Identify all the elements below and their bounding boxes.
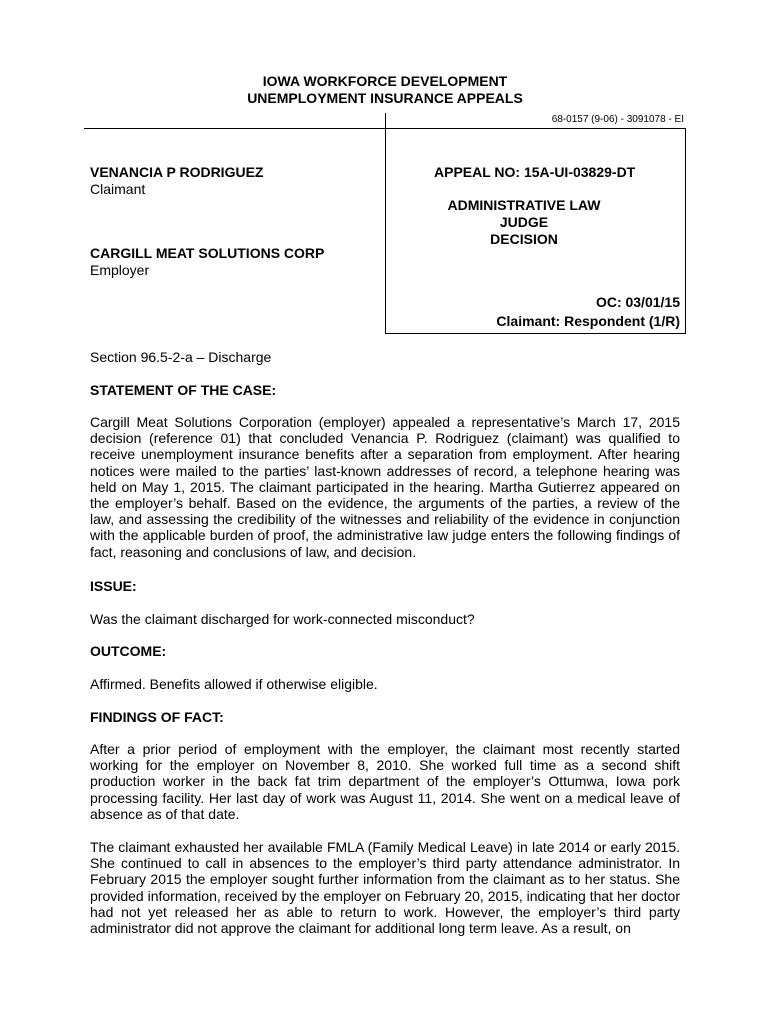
appeal-number: APPEAL NO: 15A-UI-03829-DT <box>434 164 636 180</box>
caption-right-border <box>685 128 686 334</box>
agency-title: IOWA WORKFORCE DEVELOPMENT <box>262 73 508 89</box>
decision-title-line2: DECISION <box>490 231 558 247</box>
form-number: 68-0157 (9-06) - 3091078 - EI <box>551 114 684 125</box>
oc-date: OC: 03/01/15 <box>595 294 680 310</box>
findings-paragraph-2: The claimant exhausted her available FMLA (Family Medical Leave) in late 2014 or early 2015. She continued to call in absences to the employer’s third party attendance administrator. In February 2015 the employer sought further information from the claimant as to her status. She provided information, received by the employer on February 20, 2015, indicating that her doctor had not yet released her as able to return to work. However, the employer’s third party administrator did not approve the claimant for additional long term leave. As a result, on <box>90 839 680 937</box>
issue-heading: ISSUE: <box>90 578 137 594</box>
claimant-status: Claimant: Respondent (1/R) <box>496 313 680 329</box>
employer-role: Employer <box>90 262 150 278</box>
claimant-name: VENANCIA P RODRIGUEZ <box>90 164 264 180</box>
claimant-block <box>90 164 263 198</box>
findings-body-2 <box>90 839 680 936</box>
findings-paragraph-1: After a prior period of employment with the employer, the claimant most recently started working for the employer on November 8, 2010. She worked full time as a second shift production worker in the back fat trim department of the employer’s Ottumwa, Iowa pork processing facility. Her last day of work was August 11, 2014. She went on a medical leave of absence as of that date. <box>90 741 680 822</box>
findings-heading: FINDINGS OF FACT: <box>90 709 224 725</box>
claimant-role: Claimant <box>90 181 146 197</box>
statement-body <box>90 414 680 560</box>
division-title: UNEMPLOYMENT INSURANCE APPEALS <box>247 90 523 106</box>
statement-heading: STATEMENT OF THE CASE: <box>90 382 277 398</box>
findings-body-1 <box>90 741 680 822</box>
employer-block <box>90 245 324 279</box>
caption-bottom-rule <box>385 333 686 334</box>
outcome-text: Affirmed. Benefits allowed if otherwise eligible. <box>90 676 378 692</box>
decision-title <box>434 197 614 248</box>
issue-text: Was the claimant discharged for work-connected misconduct? <box>90 611 475 627</box>
outcome-heading: OUTCOME: <box>90 643 167 659</box>
employer-name: CARGILL MEAT SOLUTIONS CORP <box>90 245 325 261</box>
statement-text: Cargill Meat Solutions Corporation (employer) appealed a representative’s March 17, 2015 decision (reference 01) that concluded Venancia P. Rodriguez (claimant) was qualified to receive unemployment insurance benefits after a separation from employment. After hearing notices were mailed to the parties’ last-known addresses of record, a telephone hearing was held on May 1, 2015. The claimant participated in the hearing. Martha Gutierrez appeared on the employer’s behalf. Based on the evidence, the arguments of the parties, a review of the law, and assessing the credibility of the witnesses and reliability of the evidence in conjunction with the applicable burden of proof, the administrative law judge enters the following findings of fact, reasoning and conclusions of law, and decision. <box>90 414 680 560</box>
section-reference: Section 96.5-2-a – Discharge <box>90 349 272 365</box>
caption-divider <box>385 113 386 334</box>
decision-title-line1: ADMINISTRATIVE LAW JUDGE <box>447 197 601 230</box>
